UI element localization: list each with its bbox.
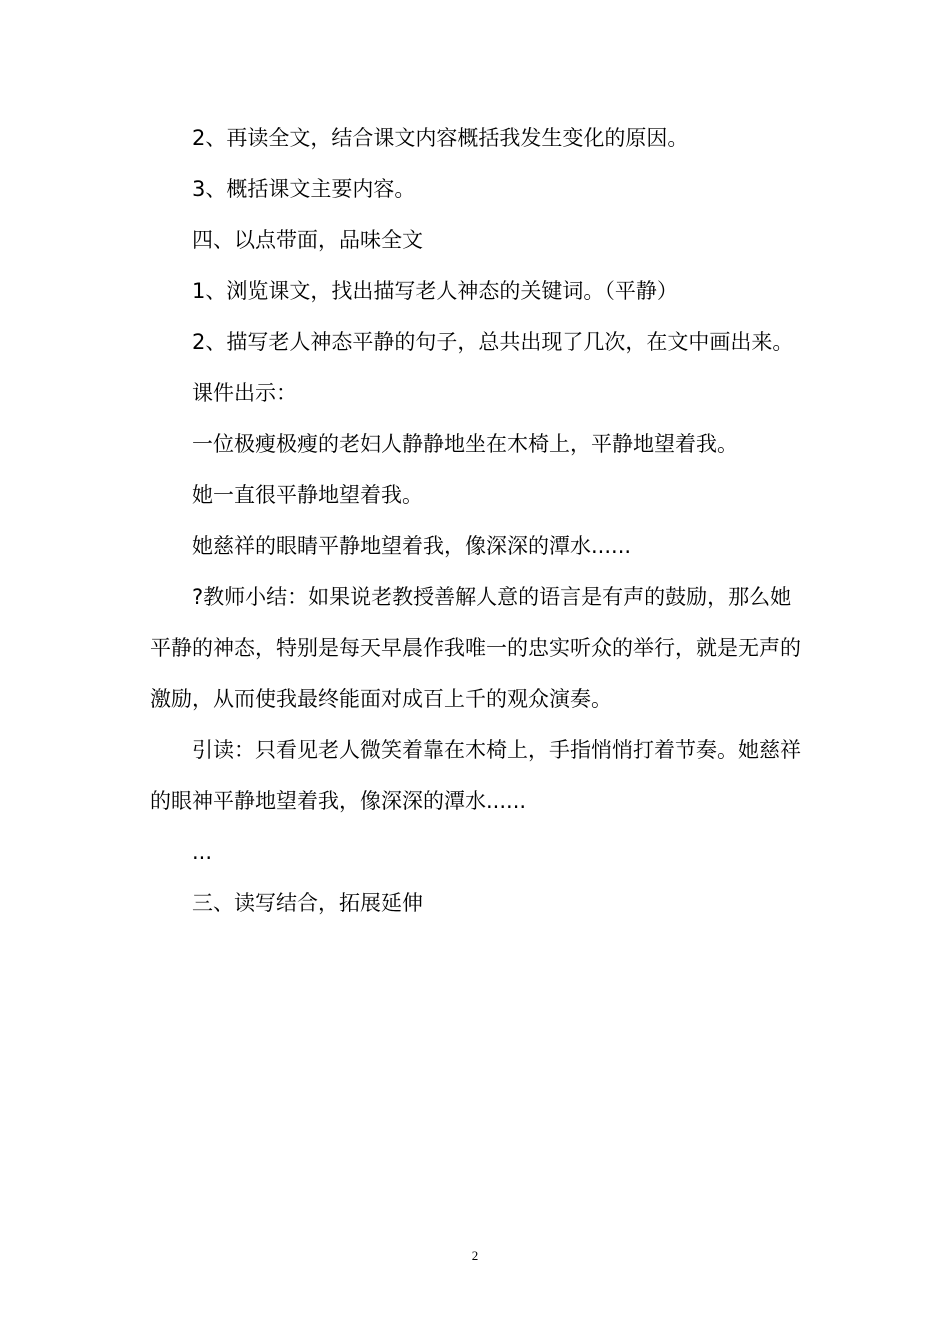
paragraph-guided-reading: 引读：只看见老人微笑着靠在木椅上，手指悄悄打着节奏。她慈祥的眼神平静地望着我，像深深的潭水...... (150, 738, 801, 813)
quote-sentence-3: 她慈祥的眼睛平静地望着我，像深深的潭水...... (192, 534, 632, 558)
paragraph-browse-keyword: 1、浏览课文，找出描写老人神态的关键词。（平静） (192, 279, 678, 303)
section-heading-four: 四、以点带面，品味全文 (192, 228, 423, 252)
paragraph-ellipsis: ... (192, 840, 213, 864)
paragraph-step-2-reread: 2、再读全文，结合课文内容概括我发生变化的原因。 (192, 126, 689, 150)
paragraph-teacher-summary: ?教师小结：如果说老教授善解人意的语言是有声的鼓励，那么她平静的神态，特别是每天早晨作我唯一的忠实听众的举行，就是无声的激励，从而使我最终能面对成百上千的观众演奏。 (150, 585, 801, 711)
quote-sentence-1: 一位极瘦极瘦的老妇人静静地坐在木椅上，平静地望着我。 (192, 432, 738, 456)
paragraph-calm-sentences: 2、描写老人神态平静的句子，总共出现了几次，在文中画出来。 (192, 330, 794, 354)
paragraph-courseware-label: 课件出示： (192, 381, 297, 405)
document-body (150, 113, 802, 929)
page-number: 2 (471, 1248, 479, 1263)
quote-sentence-2: 她一直很平静地望着我。 (192, 483, 423, 507)
paragraph-step-3-summary: 3、概括课文主要内容。 (192, 177, 416, 201)
section-heading-three: 三、读写结合，拓展延伸 (192, 891, 423, 915)
